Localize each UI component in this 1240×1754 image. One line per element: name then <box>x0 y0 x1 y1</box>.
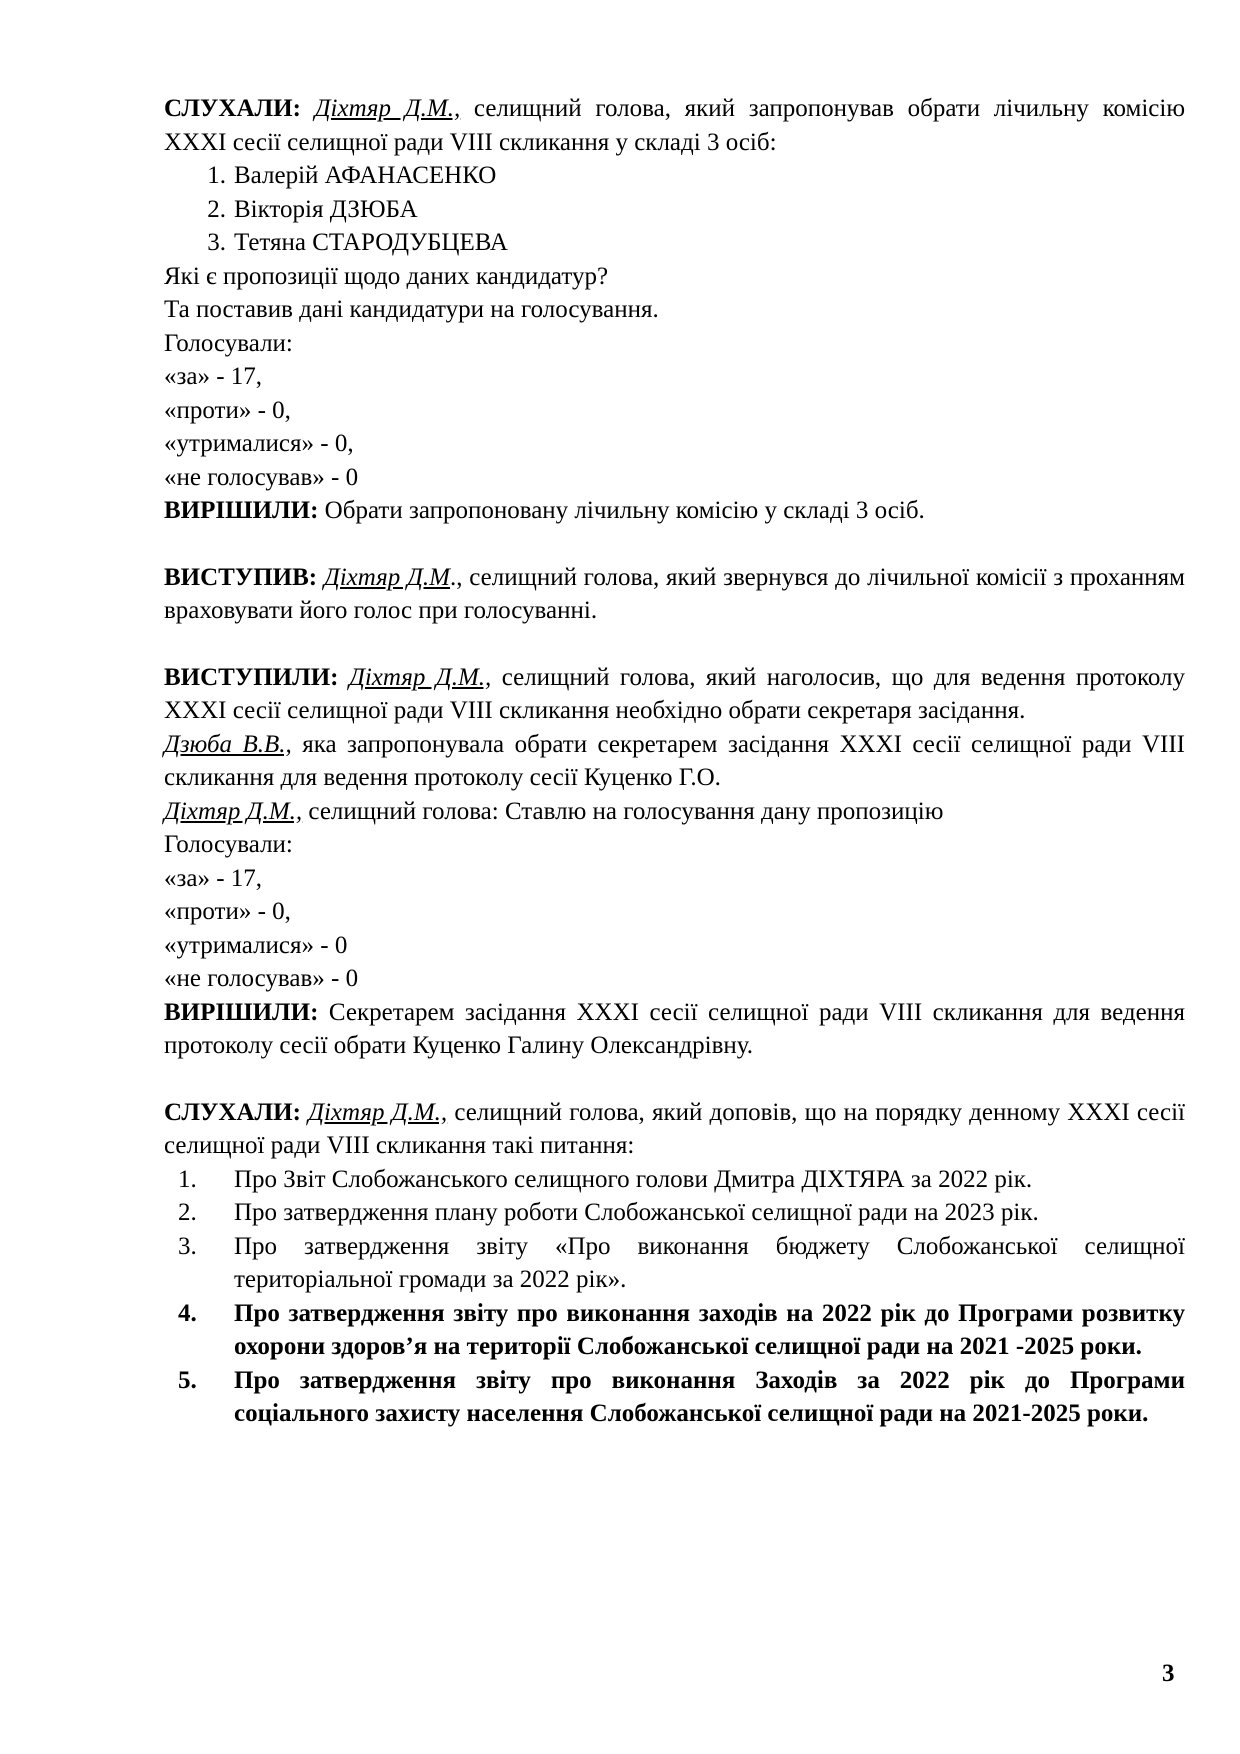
speaker-name: Діхтяр Д.М., <box>314 95 461 122</box>
heard-text: селищний голова, який доповів, що на порядку денному XXXI сесії селищної ради VIII скликання такі питання: <box>164 1098 1185 1159</box>
heard-label: СЛУХАЛИ: <box>164 95 301 122</box>
vote-for: «за» - 17, <box>164 864 263 892</box>
decided-paragraph-1 <box>164 494 1185 528</box>
spoke-paragraph <box>164 561 1185 628</box>
heard-paragraph-2 <box>164 1096 1185 1163</box>
agenda-item: 5. Про затвердження звіту про виконання Заходів за 2022 рік до Програми соціального захисту населення Слобожанської селищної ради на 2021-2025 роки. <box>178 1366 1185 1427</box>
question-line: Які є пропозиції щодо даних кандидатур? <box>164 262 609 290</box>
decided-label: ВИРІШИЛИ: <box>164 998 319 1026</box>
speaker-name: Діхтяр Д.М <box>323 563 450 591</box>
speaker-name: Дзюба В.В., <box>164 730 292 758</box>
heard-paragraph-1 <box>164 92 1185 159</box>
spoke-plural-paragraph <box>164 661 1185 728</box>
put-to-vote-line: Та поставив дані кандидатури на голосування. <box>164 296 659 323</box>
agenda-item: 4. Про затвердження звіту про виконання заходів на 2022 рік до Програми розвитку охорони здоров’я на території Слобожанської селищної ради на 2021 -2025 роки. <box>178 1299 1185 1360</box>
chair-paragraph <box>164 795 1185 829</box>
decided-text: Секретарем засідання XXXI сесії селищної ради VIII скликання для ведення протоколу сесії обрати Куценко Галину Олександрівну. <box>164 998 1185 1059</box>
vote-not-voted: «не голосував» - 0 <box>164 463 359 491</box>
vote-against: «проти» - 0, <box>164 898 291 925</box>
spoke-text: ., селищний голова, який звернувся до лічильної комісії з проханням враховувати його голос при голосуванні. <box>164 563 1185 624</box>
vote-not-voted: «не голосував» - 0 <box>164 965 359 992</box>
document-page <box>164 92 1185 1431</box>
vote-abstained: «утрималися» - 0 <box>164 931 348 959</box>
proposal-text: яка запропонувала обрати секретарем засідання XXXI сесії селищної ради VIII скликання для ведення протоколу сесії Куценко Г.О. <box>164 730 1185 791</box>
agenda-item: 3. Про затвердження звіту «Про виконання бюджету Слобожанської селищної територіальної громади за 2022 рік». <box>178 1232 1185 1293</box>
decided-label: ВИРІШИЛИ: <box>164 497 319 524</box>
speaker-name: Діхтяр Д.М., <box>348 663 492 691</box>
spoke-label: ВИСТУПИВ: <box>164 563 318 591</box>
list-item: 2. Вікторія ДЗЮБА <box>207 195 418 223</box>
agenda-item: 2. Про затвердження плану роботи Слобожанської селищної ради на 2023 рік. <box>178 1199 1039 1226</box>
voted-label: Голосували: <box>164 831 293 858</box>
voted-label: Голосували: <box>164 329 293 357</box>
page-number: 3 <box>1162 1660 1175 1687</box>
counting-commission-list <box>164 159 1185 260</box>
agenda-list <box>164 1163 1185 1431</box>
spoke-plural-label: ВИСТУПИЛИ: <box>164 663 339 691</box>
proposal-paragraph <box>164 728 1185 795</box>
agenda-item: 1. Про Звіт Слобожанського селищного голови Дмитра ДІХТЯРА за 2022 рік. <box>178 1165 1033 1193</box>
spoke-plural-text: селищний голова, який наголосив, що для ведення протоколу XXXI сесії селищної ради VIII скликання необхідно обрати секретаря засідання. <box>164 663 1185 724</box>
vote-abstained: «утрималися» - 0, <box>164 430 354 457</box>
decided-text: Обрати запропоновану лічильну комісію у складі 3 осіб. <box>318 497 925 524</box>
list-item: 3. Тетяна СТАРОДУБЦЕВА <box>207 229 508 256</box>
speaker-name: Діхтяр Д.М., <box>164 797 303 825</box>
heard-text: селищний голова, який запропонував обрати лічильну комісію XXXI сесії селищної ради VIII скликання у складі 3 осіб: <box>164 95 1185 156</box>
list-item: 1. Валерій АФАНАСЕНКО <box>207 162 497 189</box>
chair-text: селищний голова: Ставлю на голосування дану пропозицію <box>302 797 944 825</box>
heard-label: СЛУХАЛИ: <box>164 1098 301 1126</box>
speaker-name: Діхтяр Д.М., <box>308 1098 448 1126</box>
vote-against: «проти» - 0, <box>164 396 291 424</box>
vote-for: «за» - 17, <box>164 363 263 390</box>
decided-paragraph-2 <box>164 996 1185 1063</box>
